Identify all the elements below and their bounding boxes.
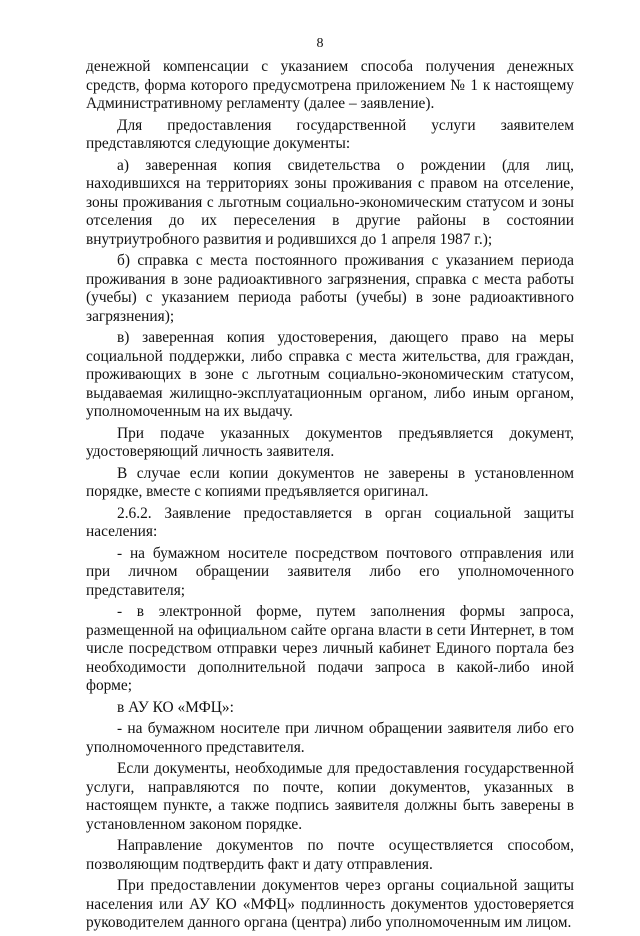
paragraph: 2.6.2. Заявление предоставляется в орган социальной защиты населения: (86, 504, 574, 540)
paragraph: Для предоставления государственной услуги заявителем представляются следующие документы: (86, 116, 574, 152)
paragraph: - на бумажном носителе при личном обращении заявителя либо его уполномоченного представителя. (86, 720, 574, 756)
paragraph: в) заверенная копия удостоверения, дающего право на меры социальной поддержки, либо справка с места жительства, для граждан, проживающих в зоне с льготным социально-экономическим статусом, выдаваемая жилищно-эксплуатационным органом, либо иным органом, уполномоченным на их выдачу. (86, 329, 574, 420)
document-body (86, 58, 574, 936)
paragraph: Если документы, необходимые для предоставления государственной услуги, направляются по почте, копии документов, указанных в настоящем пункте, а также подпись заявителя должны быть заверены в установленном законом порядке. (86, 760, 574, 833)
paragraph: При предоставлении документов через органы социальной защиты населения или АУ КО «МФЦ» подлинность документов удостоверяется руководителем данного органа (центра) либо уполномоченным им лицом. (86, 877, 574, 931)
paragraph: в АУ КО «МФЦ»: (117, 698, 234, 716)
paragraph: денежной компенсации с указанием способа получения денежных средств, форма которого предусмотрена приложением № 1 к настоящему Административному регламенту (далее – заявление). (86, 58, 574, 112)
page-number: 8 (316, 36, 324, 51)
paragraph: б) справка с места постоянного проживания с указанием периода проживания в зоне радиоактивного загрязнения, справка с места работы (учебы) с указанием периода работы (учебы) в зоне радиоактивного загрязнения); (86, 252, 574, 325)
paragraph: - в электронной форме, путем заполнения формы запроса, размещенной на официальном сайте органа власти в сети Интернет, в том числе посредством отправки через личный кабинет Единого портала без необходимости дополнительной подачи запроса в какой-либо иной форме; (86, 603, 574, 694)
paragraph: Направление документов по почте осуществляется способом, позволяющим подтвердить факт и дату отправления. (86, 837, 574, 873)
paragraph: а) заверенная копия свидетельства о рождении (для лиц, находившихся на территориях зоны проживания с правом на отселение, зоны проживания с льготным социально-экономическим статусом и зоны отселения до их переселения в другие районы в состоянии внутриутробного развития и родившихся до 1 апреля 1987 г.); (86, 156, 574, 248)
paragraph: При подаче указанных документов предъявляется документ, удостоверяющий личность заявителя. (86, 424, 574, 460)
paragraph: В случае если копии документов не заверены в установленном порядке, вместе с копиями предъявляется оригинал. (86, 464, 574, 500)
paragraph: - на бумажном носителе посредством почтового отправления или при личном обращении заявителя либо его уполномоченного представителя; (86, 544, 574, 599)
